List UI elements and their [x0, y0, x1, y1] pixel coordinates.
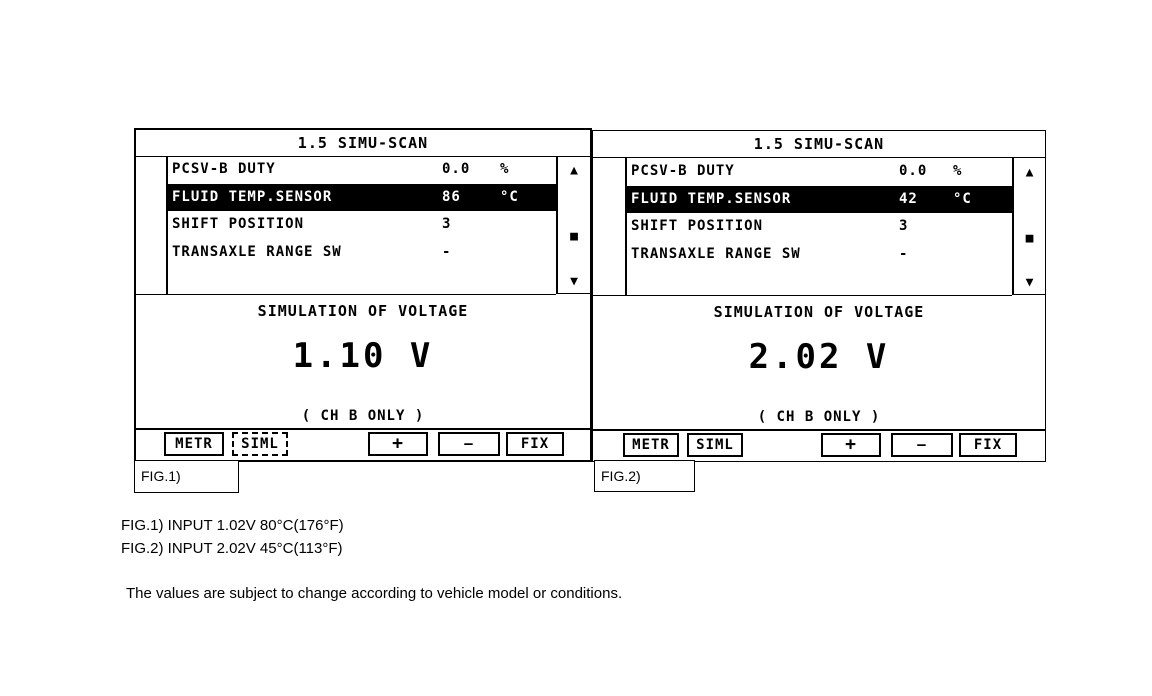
- note-fig2: FIG.2) INPUT 2.02V 45°C(113°F): [121, 540, 343, 557]
- note-fig1: FIG.1) INPUT 1.02V 80°C(176°F): [121, 517, 344, 534]
- voltage-readout: 1.10 V: [292, 336, 434, 376]
- list-item[interactable]: TRANSAXLE RANGE SW -: [631, 245, 909, 262]
- metr-button[interactable]: METR: [623, 433, 679, 457]
- list-item[interactable]: TRANSAXLE RANGE SW -: [172, 243, 452, 260]
- siml-button[interactable]: SIML: [232, 432, 288, 456]
- simu-scan-screen-fig1: [134, 128, 592, 462]
- scroll-down-icon[interactable]: ▼: [570, 274, 578, 289]
- scroll-up-icon[interactable]: ▲: [570, 163, 578, 178]
- list-item[interactable]: SHIFT POSITION 3: [172, 216, 452, 232]
- list-item[interactable]: PCSV-B DUTY 0.0 %: [172, 161, 510, 177]
- list-item[interactable]: SHIFT POSITION 3: [631, 218, 909, 234]
- disclaimer-text: The values are subject to change according to vehicle model or conditions.: [126, 585, 623, 602]
- metr-button[interactable]: METR: [164, 432, 224, 456]
- simu-scan-screen-fig2: [592, 130, 1046, 462]
- scrollbar[interactable]: [1012, 158, 1045, 295]
- simulation-title: SIMULATION OF VOLTAGE: [713, 303, 925, 321]
- list-item-selected[interactable]: FLUID TEMP.SENSOR 86 °C: [168, 184, 556, 212]
- screen-title: 1.5 SIMU-SCAN: [136, 130, 590, 157]
- button-bar: [136, 428, 590, 460]
- figure-label-2: FIG.2): [594, 460, 695, 492]
- plus-button[interactable]: +: [368, 432, 428, 456]
- list-item-selected[interactable]: FLUID TEMP.SENSOR 42 °C: [627, 186, 1012, 214]
- minus-button[interactable]: —: [438, 432, 500, 456]
- voltage-readout: 2.02 V: [748, 337, 890, 377]
- sensor-list: [625, 158, 1012, 296]
- screen-title: 1.5 SIMU-SCAN: [593, 131, 1045, 158]
- fix-button[interactable]: FIX: [959, 433, 1017, 457]
- scroll-down-icon[interactable]: ▼: [1025, 275, 1034, 290]
- list-item[interactable]: PCSV-B DUTY 0.0 %: [631, 163, 963, 179]
- scrollbar[interactable]: [556, 156, 590, 294]
- scroll-thumb-icon[interactable]: ■: [570, 229, 578, 244]
- simulation-title: SIMULATION OF VOLTAGE: [257, 302, 469, 320]
- minus-button[interactable]: —: [891, 433, 953, 457]
- siml-button[interactable]: SIML: [687, 433, 743, 457]
- scroll-up-icon[interactable]: ▲: [1025, 165, 1034, 180]
- fix-button[interactable]: FIX: [506, 432, 564, 456]
- plus-button[interactable]: +: [821, 433, 881, 457]
- scroll-thumb-icon[interactable]: ■: [1025, 231, 1034, 246]
- sensor-list: [166, 156, 556, 295]
- button-bar: [593, 429, 1045, 461]
- figure-label-1: FIG.1): [134, 460, 239, 493]
- channel-note: ( CH B ONLY ): [757, 409, 881, 425]
- channel-note: ( CH B ONLY ): [301, 408, 425, 424]
